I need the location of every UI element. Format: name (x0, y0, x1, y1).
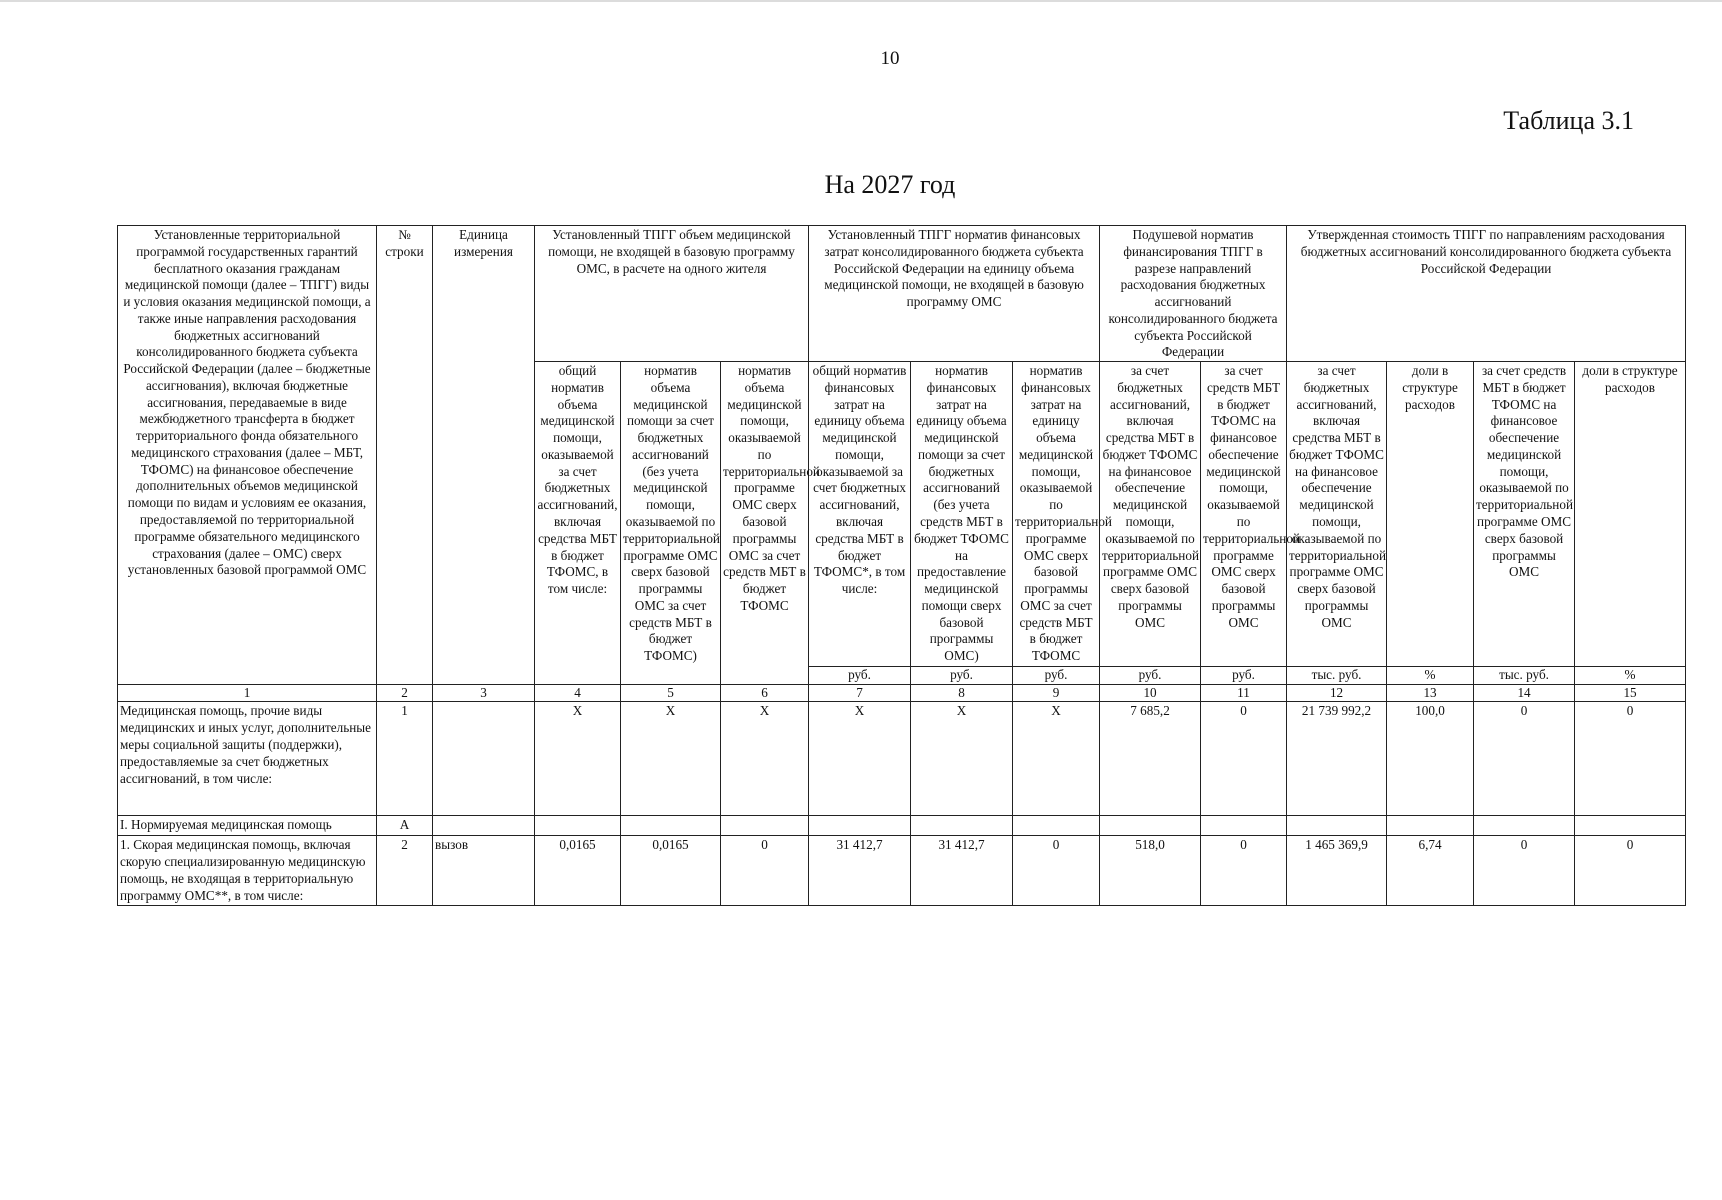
column-number: 15 (1575, 684, 1686, 702)
table-row (118, 816, 1686, 836)
row-value (1100, 816, 1201, 836)
row-value: X (911, 702, 1013, 816)
row-name: I. Нормируемая медицинская помощь (118, 816, 377, 836)
column-number: 9 (1013, 684, 1100, 702)
unit-10: руб. (1100, 666, 1201, 684)
table-row (118, 836, 1686, 906)
column-number: 3 (433, 684, 535, 702)
row-value: 6,74 (1387, 836, 1474, 906)
column-number: 12 (1287, 684, 1387, 702)
row-value (721, 816, 809, 836)
page-number: 10 (880, 48, 900, 69)
header-col1: Установленные территориальной программой государственных гарантий бесплатного оказания гражданам медицинской помощи (далее – ТПГГ) виды и условия оказания медицинской помощи, а также иные направления расходования бюджетных ассигнований консолидированного бюджета субъекта Российской Федерации (далее – бюджетные ассигнования), включая бюджетные ассигнования, передаваемые в виде межбюджетного трансферта в бюджет территориального фонда обязательного медицинского страхования (далее – МБТ, ТФОМС) на финансовое обеспечение дополнительных объемов медицинской помощи по видам и условиям ее оказания, предоставляемой по территориальной программе обязательного медицинского страхования (далее – ОМС) сверх установленных базовой программой ОМС (118, 226, 377, 685)
row-value: 0 (1575, 836, 1686, 906)
column-number: 14 (1474, 684, 1575, 702)
column-number: 2 (377, 684, 433, 702)
row-unit: вызов (433, 836, 535, 906)
column-number-row (118, 684, 1686, 702)
column-number: 7 (809, 684, 911, 702)
financing-table (117, 225, 1686, 906)
row-value (1387, 816, 1474, 836)
row-value: X (535, 702, 621, 816)
row-value: 31 412,7 (911, 836, 1013, 906)
row-value: 7 685,2 (1100, 702, 1201, 816)
row-value (1013, 816, 1100, 836)
column-number: 13 (1387, 684, 1474, 702)
header-group-cost-norm: Установленный ТПГГ норматив финансовых затрат консолидированного бюджета субъекта Российской Федерации на единицу объема медицинской помощи, не входящей в базовую программу ОМС (809, 226, 1100, 362)
row-unit (433, 816, 535, 836)
subheader-14: за счет средств МБТ в бюджет ТФОМС на финансовое обеспечение медицинской помощи, оказываемой по территориальной программе ОМС сверх базовой программы ОМС (1474, 362, 1575, 667)
row-value (1575, 816, 1686, 836)
column-number: 6 (721, 684, 809, 702)
subheader-7: общий норматив финансовых затрат на единицу объема медицинской помощи, оказываемой за счет бюджетных ассигнований, включая средства МБТ в бюджет ТФОМС*, в том числе: (809, 362, 911, 667)
unit-11: руб. (1201, 666, 1287, 684)
table-caption: Таблица 3.1 (1503, 106, 1634, 135)
column-number: 5 (621, 684, 721, 702)
table-row (118, 702, 1686, 816)
column-number: 8 (911, 684, 1013, 702)
row-value: X (809, 702, 911, 816)
header-group-per-capita: Подушевой норматив финансирования ТПГГ в разрезе направлений расходования бюджетных ассигнований консолидированного бюджета субъекта Российской Федерации (1100, 226, 1287, 362)
row-value: 0 (1201, 836, 1287, 906)
column-number: 1 (118, 684, 377, 702)
scan-edge (0, 0, 1722, 2)
row-value: 1 465 369,9 (1287, 836, 1387, 906)
row-value (809, 816, 911, 836)
row-value (1201, 816, 1287, 836)
subheader-5: норматив объема медицинской помощи за счет бюджетных ассигнований (без учета медицинской помощи, оказываемой по территориальной программе ОМС сверх базовой программы ОМС за счет средств МБТ в бюджет ТФОМС) (621, 362, 721, 685)
row-value: 0 (1201, 702, 1287, 816)
subheader-15: доли в структуре расходов (1575, 362, 1686, 667)
unit-7: руб. (809, 666, 911, 684)
row-value: X (1013, 702, 1100, 816)
row-unit (433, 702, 535, 816)
row-value: 0 (1474, 702, 1575, 816)
row-value: 0,0165 (621, 836, 721, 906)
subheader-10: за счет бюджетных ассигнований, включая средства МБТ в бюджет ТФОМС на финансовое обеспечение медицинской помощи, оказываемой по территориальной программе ОМС сверх базовой программы ОМС (1100, 362, 1201, 667)
header-group-volume: Установленный ТПГГ объем медицинской помощи, не входящей в базовую программу ОМС, в расчете на одного жителя (535, 226, 809, 362)
row-number: 1 (377, 702, 433, 816)
row-value (621, 816, 721, 836)
column-number: 11 (1201, 684, 1287, 702)
column-number: 4 (535, 684, 621, 702)
header-row-groups (118, 226, 1686, 362)
header-col3: Единица измерения (433, 226, 535, 685)
subheader-4: общий норматив объема медицинской помощи, оказываемой за счет бюджетных ассигнований, включая средства МБТ в бюджет ТФОМС, в том числе: (535, 362, 621, 685)
row-value (911, 816, 1013, 836)
header-group-approved-cost: Утвержденная стоимость ТПГГ по направлениям расходования бюджетных ассигнований консолидированного бюджета субъекта Российской Федерации (1287, 226, 1686, 362)
row-value (535, 816, 621, 836)
row-number: 2 (377, 836, 433, 906)
header-col2: № строки (377, 226, 433, 685)
row-value: 100,0 (1387, 702, 1474, 816)
subheader-12: за счет бюджетных ассигнований, включая средства МБТ в бюджет ТФОМС на финансовое обеспечение медицинской помощи, оказываемой по территориальной программе ОМС сверх базовой программы ОМС (1287, 362, 1387, 667)
column-number: 10 (1100, 684, 1201, 702)
row-value: 0 (1474, 836, 1575, 906)
row-value: 0 (721, 836, 809, 906)
subheader-13: доли в структуре расходов (1387, 362, 1474, 667)
unit-13: % (1387, 666, 1474, 684)
subheader-11: за счет средств МБТ в бюджет ТФОМС на финансовое обеспечение медицинской помощи, оказываемой по территориальной программе ОМС сверх базовой программы ОМС (1201, 362, 1287, 667)
subheader-9: норматив финансовых затрат на единицу объема медицинской помощи, оказываемой по территориальной программе ОМС сверх базовой программы ОМС за счет средств МБТ в бюджет ТФОМС (1013, 362, 1100, 667)
subheader-8: норматив финансовых затрат на единицу объема медицинской помощи за счет бюджетных ассигнований (без учета средств МБТ в бюджет ТФОМС на предоставление медицинской помощи сверх базовой программы ОМС) (911, 362, 1013, 667)
row-value: 0 (1575, 702, 1686, 816)
unit-9: руб. (1013, 666, 1100, 684)
row-value: 31 412,7 (809, 836, 911, 906)
subheader-6: норматив объема медицинской помощи, оказываемой по территориальной программе ОМС сверх базовой программы ОМС за счет средств МБТ в бюджет ТФОМС (721, 362, 809, 685)
row-value: 518,0 (1100, 836, 1201, 906)
row-value: X (721, 702, 809, 816)
row-value: 0 (1013, 836, 1100, 906)
row-name: Медицинская помощь, прочие виды медицинских и иных услуг, дополнительные меры социальной защиты (поддержки), предоставляемые за счет бюджетных ассигнований, в том числе: (118, 702, 377, 816)
unit-12: тыс. руб. (1287, 666, 1387, 684)
row-value: 21 739 992,2 (1287, 702, 1387, 816)
row-value (1287, 816, 1387, 836)
row-number: А (377, 816, 433, 836)
row-value: X (621, 702, 721, 816)
unit-15: % (1575, 666, 1686, 684)
unit-8: руб. (911, 666, 1013, 684)
unit-14: тыс. руб. (1474, 666, 1575, 684)
row-value: 0,0165 (535, 836, 621, 906)
row-name: 1. Скорая медицинская помощь, включая скорую специализированную медицинскую помощь, не входящая в территориальную программу ОМС**, в том числе: (118, 836, 377, 906)
year-heading: На 2027 год (824, 170, 956, 199)
row-value (1474, 816, 1575, 836)
